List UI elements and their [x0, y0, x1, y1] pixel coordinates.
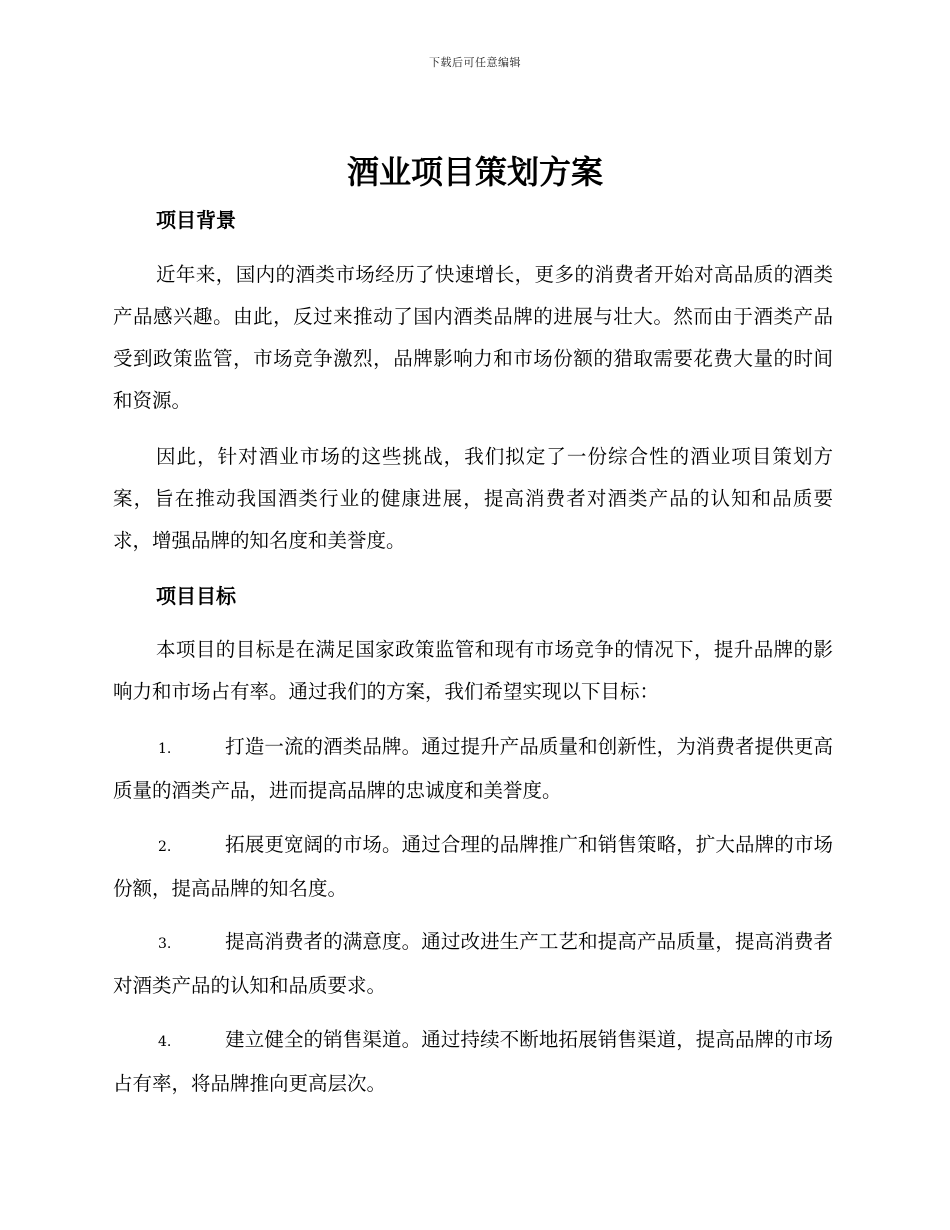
goals-intro-paragraph: 本项目的目标是在满足国家政策监管和现有市场竞争的情况下，提升品牌的影响力和市场占有率。通过我们的方案，我们希望实现以下目标： — [113, 638, 833, 703]
background-paragraph-1: 近年来，国内的酒类市场经历了快速增长，更多的消费者开始对高品质的酒类产品感兴趣。由此，反过来推动了国内酒类品牌的进展与壮大。然而由于酒类产品受到政策监管，市场竞争激烈，品牌影响力和市场份额的猎取需要花费大量的时间和资源。 — [113, 263, 833, 412]
list-item-text: 打造一流的酒类品牌。通过提升产品质量和创新性，为消费者提供更高质量的酒类产品，进而提高品牌的忠诚度和美誉度。 — [113, 735, 833, 802]
goal-list-item-4 — [113, 1019, 833, 1105]
header-note: 下载后可任意编辑 — [429, 56, 521, 69]
document-title: 酒业项目策划方案 — [346, 153, 603, 191]
section-heading-background: 项目背景 — [156, 208, 236, 232]
goal-list-item-2 — [113, 824, 833, 910]
section-heading-goals: 项目目标 — [156, 584, 236, 608]
list-number: 1. — [158, 741, 172, 757]
list-number: 3. — [158, 936, 172, 952]
list-number: 4. — [158, 1034, 172, 1050]
list-item-text: 建立健全的销售渠道。通过持续不断地拓展销售渠道，提高品牌的市场占有率，将品牌推向更高层次。 — [113, 1028, 833, 1095]
goal-list-item-3 — [113, 921, 833, 1007]
goal-list-item-1 — [113, 726, 833, 812]
list-number: 2. — [158, 839, 172, 855]
list-item-text: 提高消费者的满意度。通过改进生产工艺和提高产品质量，提高消费者对酒类产品的认知和品质要求。 — [113, 930, 833, 997]
list-item-text: 拓展更宽阔的市场。通过合理的品牌推广和销售策略，扩大品牌的市场份额，提高品牌的知名度。 — [113, 833, 833, 900]
background-paragraph-2: 因此，针对酒业市场的这些挑战，我们拟定了一份综合性的酒业项目策划方案，旨在推动我国酒类行业的健康进展，提高消费者对酒类产品的认知和品质要求，增强品牌的知名度和美誉度。 — [113, 445, 833, 552]
